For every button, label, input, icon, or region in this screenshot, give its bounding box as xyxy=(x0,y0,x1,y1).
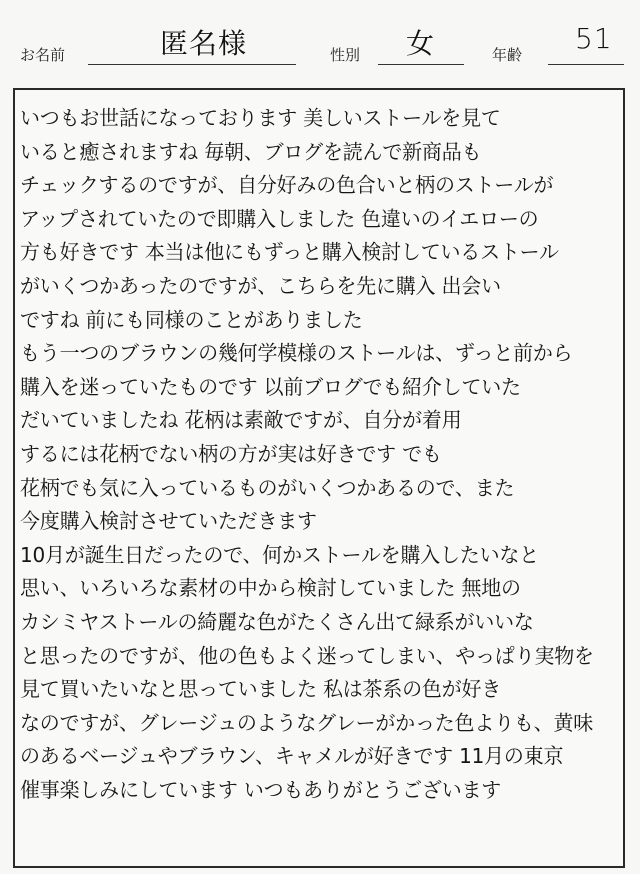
letter-line: チェックするのですが、自分好みの色合いと柄のストールが xyxy=(20,173,554,198)
letter-line: いつもお世話になっております 美しいストールを見て xyxy=(20,106,501,130)
letter-line: 購入を迷っていたものです 以前ブログでも紹介していた xyxy=(20,374,521,399)
letter-line: だいていましたね 花柄は素敵ですが、自分が着用 xyxy=(20,408,462,433)
letter-line: いると癒されますね 毎朝、ブログを読んで新商品も xyxy=(20,139,482,164)
letter-line: なのですが、グレージュのようなグレーがかった色よりも、黄味 xyxy=(20,710,594,735)
age-value: 51 xyxy=(575,22,613,55)
age-label: 年齢 xyxy=(492,46,523,64)
name-label: お名前 xyxy=(20,46,66,64)
form-header xyxy=(0,18,640,78)
gender-value: 女 xyxy=(406,27,436,60)
letter-body xyxy=(20,102,620,807)
letter-line: アップされていたので即購入しました 色違いのイエローの xyxy=(20,206,539,231)
letter-line: と思ったのですが、他の色もよく迷ってしまい、やっぱり実物を xyxy=(20,643,594,668)
letter-line: カシミヤストールの綺麗な色がたくさん出て緑系がいいな xyxy=(20,609,534,634)
name-value: 匿名様 xyxy=(160,27,248,60)
letter-line: のあるベージュやブラウン、キャメルが好きです 11月の東京 xyxy=(20,744,564,769)
letter-line: 催事楽しみにしています いつもありがとうございます xyxy=(20,777,502,802)
letter-line: 10月が誕生日だったので、何かストールを購入したいなと xyxy=(20,542,539,567)
letter-line: するには花柄でない柄の方が実は好きです でも xyxy=(20,441,442,466)
letter-line: ですね 前にも同様のことがありました xyxy=(20,307,363,332)
letter-line: 思い、いろいろな素材の中から検討していました 無地の xyxy=(20,576,521,601)
gender-label: 性別 xyxy=(330,46,361,64)
letter-line: がいくつかあったのですが、こちらを先に購入 出会い xyxy=(20,273,501,298)
age-underline xyxy=(548,64,624,65)
letter-line: 見て買いたいなと思っていました 私は茶系の色が好き xyxy=(20,677,502,702)
letter-line: 方も好きです 本当は他にもずっと購入検討しているストール xyxy=(20,240,559,265)
letter-line: 今度購入検討させていただきます xyxy=(20,509,317,534)
letter-line: もう一つのブラウンの幾何学模様のストールは、ずっと前から xyxy=(20,341,573,366)
letter-line: 花柄でも気に入っているものがいくつかあるので、また xyxy=(20,475,515,500)
name-underline xyxy=(88,64,296,65)
gender-underline xyxy=(378,64,464,65)
